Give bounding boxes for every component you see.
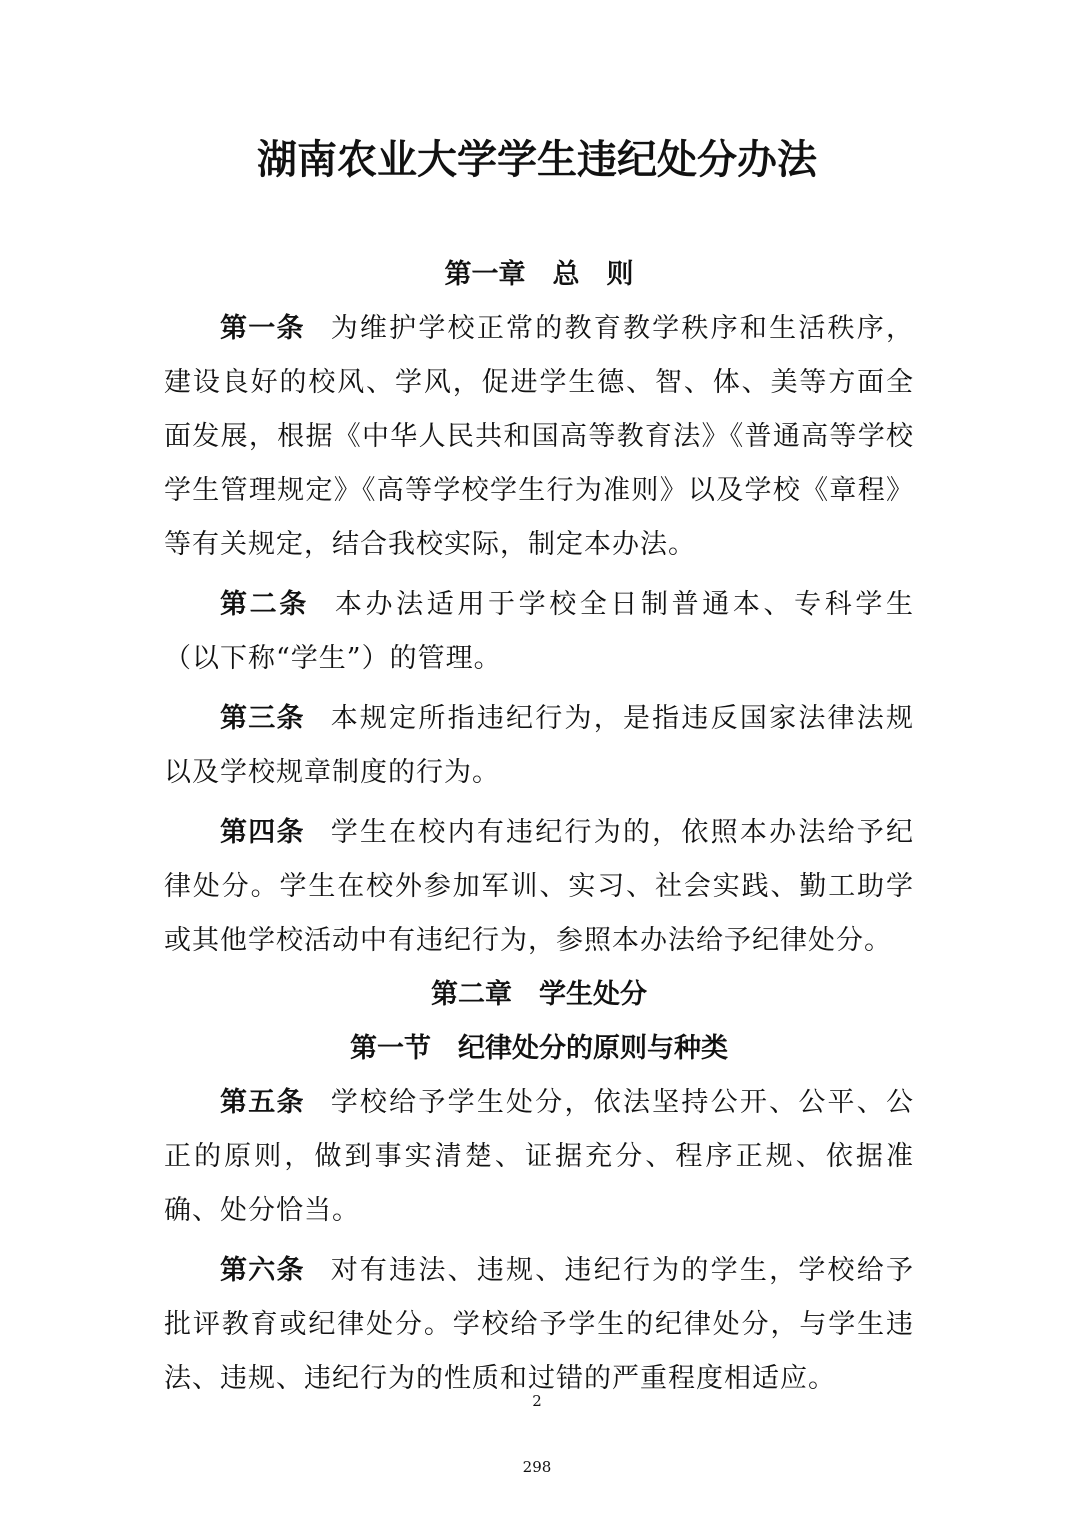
page-number: 2 xyxy=(532,1392,542,1410)
article-number: 第六条 xyxy=(220,1255,305,1286)
article-text: 学生在校内有违纪行为的，依照本办法给予纪律处分。学生在校外参加军训、实习、社会实践、勤工助学或其他学校活动中有违纪行为，参照本办法给予纪律处分。 xyxy=(164,817,915,956)
article xyxy=(164,806,914,968)
document-body xyxy=(164,248,914,1406)
article xyxy=(164,1244,914,1406)
article-text: 学校给予学生处分，依法坚持公开、公平、公正的原则，做到事实清楚、证据充分、程序正规、依据准确、处分恰当。 xyxy=(164,1087,915,1226)
article-number: 第四条 xyxy=(220,817,305,848)
article xyxy=(164,1076,914,1238)
article-number: 第二条 xyxy=(220,589,309,620)
article-text: 为维护学校正常的教育教学秩序和生活秩序，建设良好的校风、学风，促进学生德、智、体、美等方面全面发展，根据《中华人民共和国高等教育法》《普通高等学校学生管理规定》《高等学校学生行为准则》以及学校《章程》等有关规定，结合我校实际，制定本办法。 xyxy=(164,313,915,560)
article xyxy=(164,692,914,800)
article xyxy=(164,578,914,686)
volume-page-number: 298 xyxy=(522,1458,552,1476)
document-title: 湖南农业大学学生违纪处分办法 xyxy=(257,136,817,183)
chapter-heading: 第一章 总 则 xyxy=(444,259,634,290)
article-number: 第五条 xyxy=(220,1087,305,1118)
article-text: 本办法适用于学校全日制普通本、专科学生（以下称“学生”）的管理。 xyxy=(164,589,915,674)
section-heading: 第一节 纪律处分的原则与种类 xyxy=(350,1033,728,1064)
article-number: 第三条 xyxy=(220,703,305,734)
article-number: 第一条 xyxy=(220,313,305,344)
article xyxy=(164,302,914,572)
article-text: 对有违法、违规、违纪行为的学生，学校给予批评教育或纪律处分。学校给予学生的纪律处分，与学生违法、违规、违纪行为的性质和过错的严重程度相适应。 xyxy=(164,1255,915,1394)
article-text: 本规定所指违纪行为，是指违反国家法律法规以及学校规章制度的行为。 xyxy=(164,703,915,788)
chapter-heading: 第二章 学生处分 xyxy=(431,979,647,1010)
